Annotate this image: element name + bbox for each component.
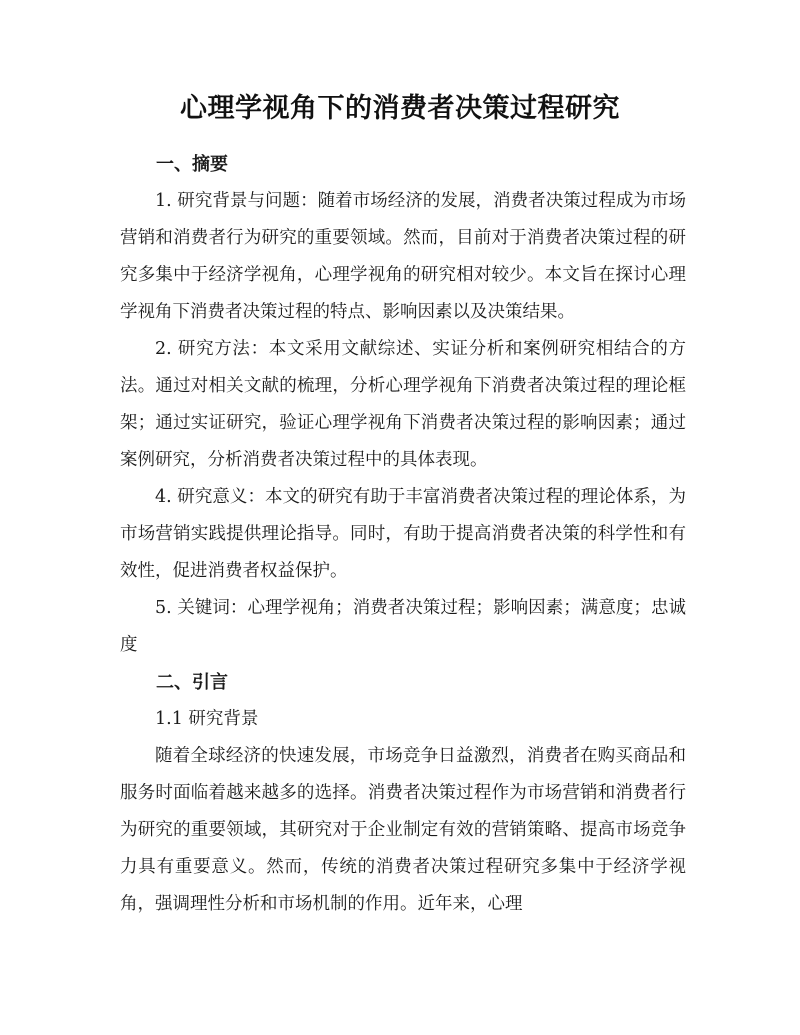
document-body <box>120 146 686 923</box>
abstract-item-keywords: 5. 关键词：心理学视角；消费者决策过程；影响因素；满意度；忠诚度 <box>120 598 686 655</box>
introduction-heading: 二、引言 <box>156 672 228 693</box>
abstract-item-significance: 4. 研究意义：本文的研究有助于丰富消费者决策过程的理论体系，为市场营销实践提供理论指导。同时，有助于提高消费者决策的科学性和有效性，促进消费者权益保护。 <box>120 487 686 581</box>
abstract-heading: 一、摘要 <box>156 154 228 175</box>
introduction-paragraph: 随着全球经济的快速发展，市场竞争日益激烈，消费者在购买商品和服务时面临着越来越多的选择。消费者决策过程作为市场营销和消费者行为研究的重要领域，其研究对于企业制定有效的营销策略、提高市场竞争力具有重要意义。然而，传统的消费者决策过程研究多集中于经济学视角，强调理性分析和市场机制的作用。近年来，心理 <box>120 746 686 914</box>
document-title: 心理学视角下的消费者决策过程研究 <box>180 93 620 124</box>
abstract-item-background: 1. 研究背景与问题：随着市场经济的发展，消费者决策过程成为市场营销和消费者行为研究的重要领域。然而，目前对于消费者决策过程的研究多集中于经济学视角，心理学视角的研究相对较少。本文旨在探讨心理学视角下消费者决策过程的特点、影响因素以及决策结果。 <box>120 191 686 322</box>
abstract-item-method: 2. 研究方法：本文采用文献综述、实证分析和案例研究相结合的方法。通过对相关文献的梳理，分析心理学视角下消费者决策过程的理论框架；通过实证研究，验证心理学视角下消费者决策过程的影响因素；通过案例研究，分析消费者决策过程中的具体表现。 <box>120 339 686 470</box>
introduction-subheading: 1.1 研究背景 <box>155 709 259 729</box>
